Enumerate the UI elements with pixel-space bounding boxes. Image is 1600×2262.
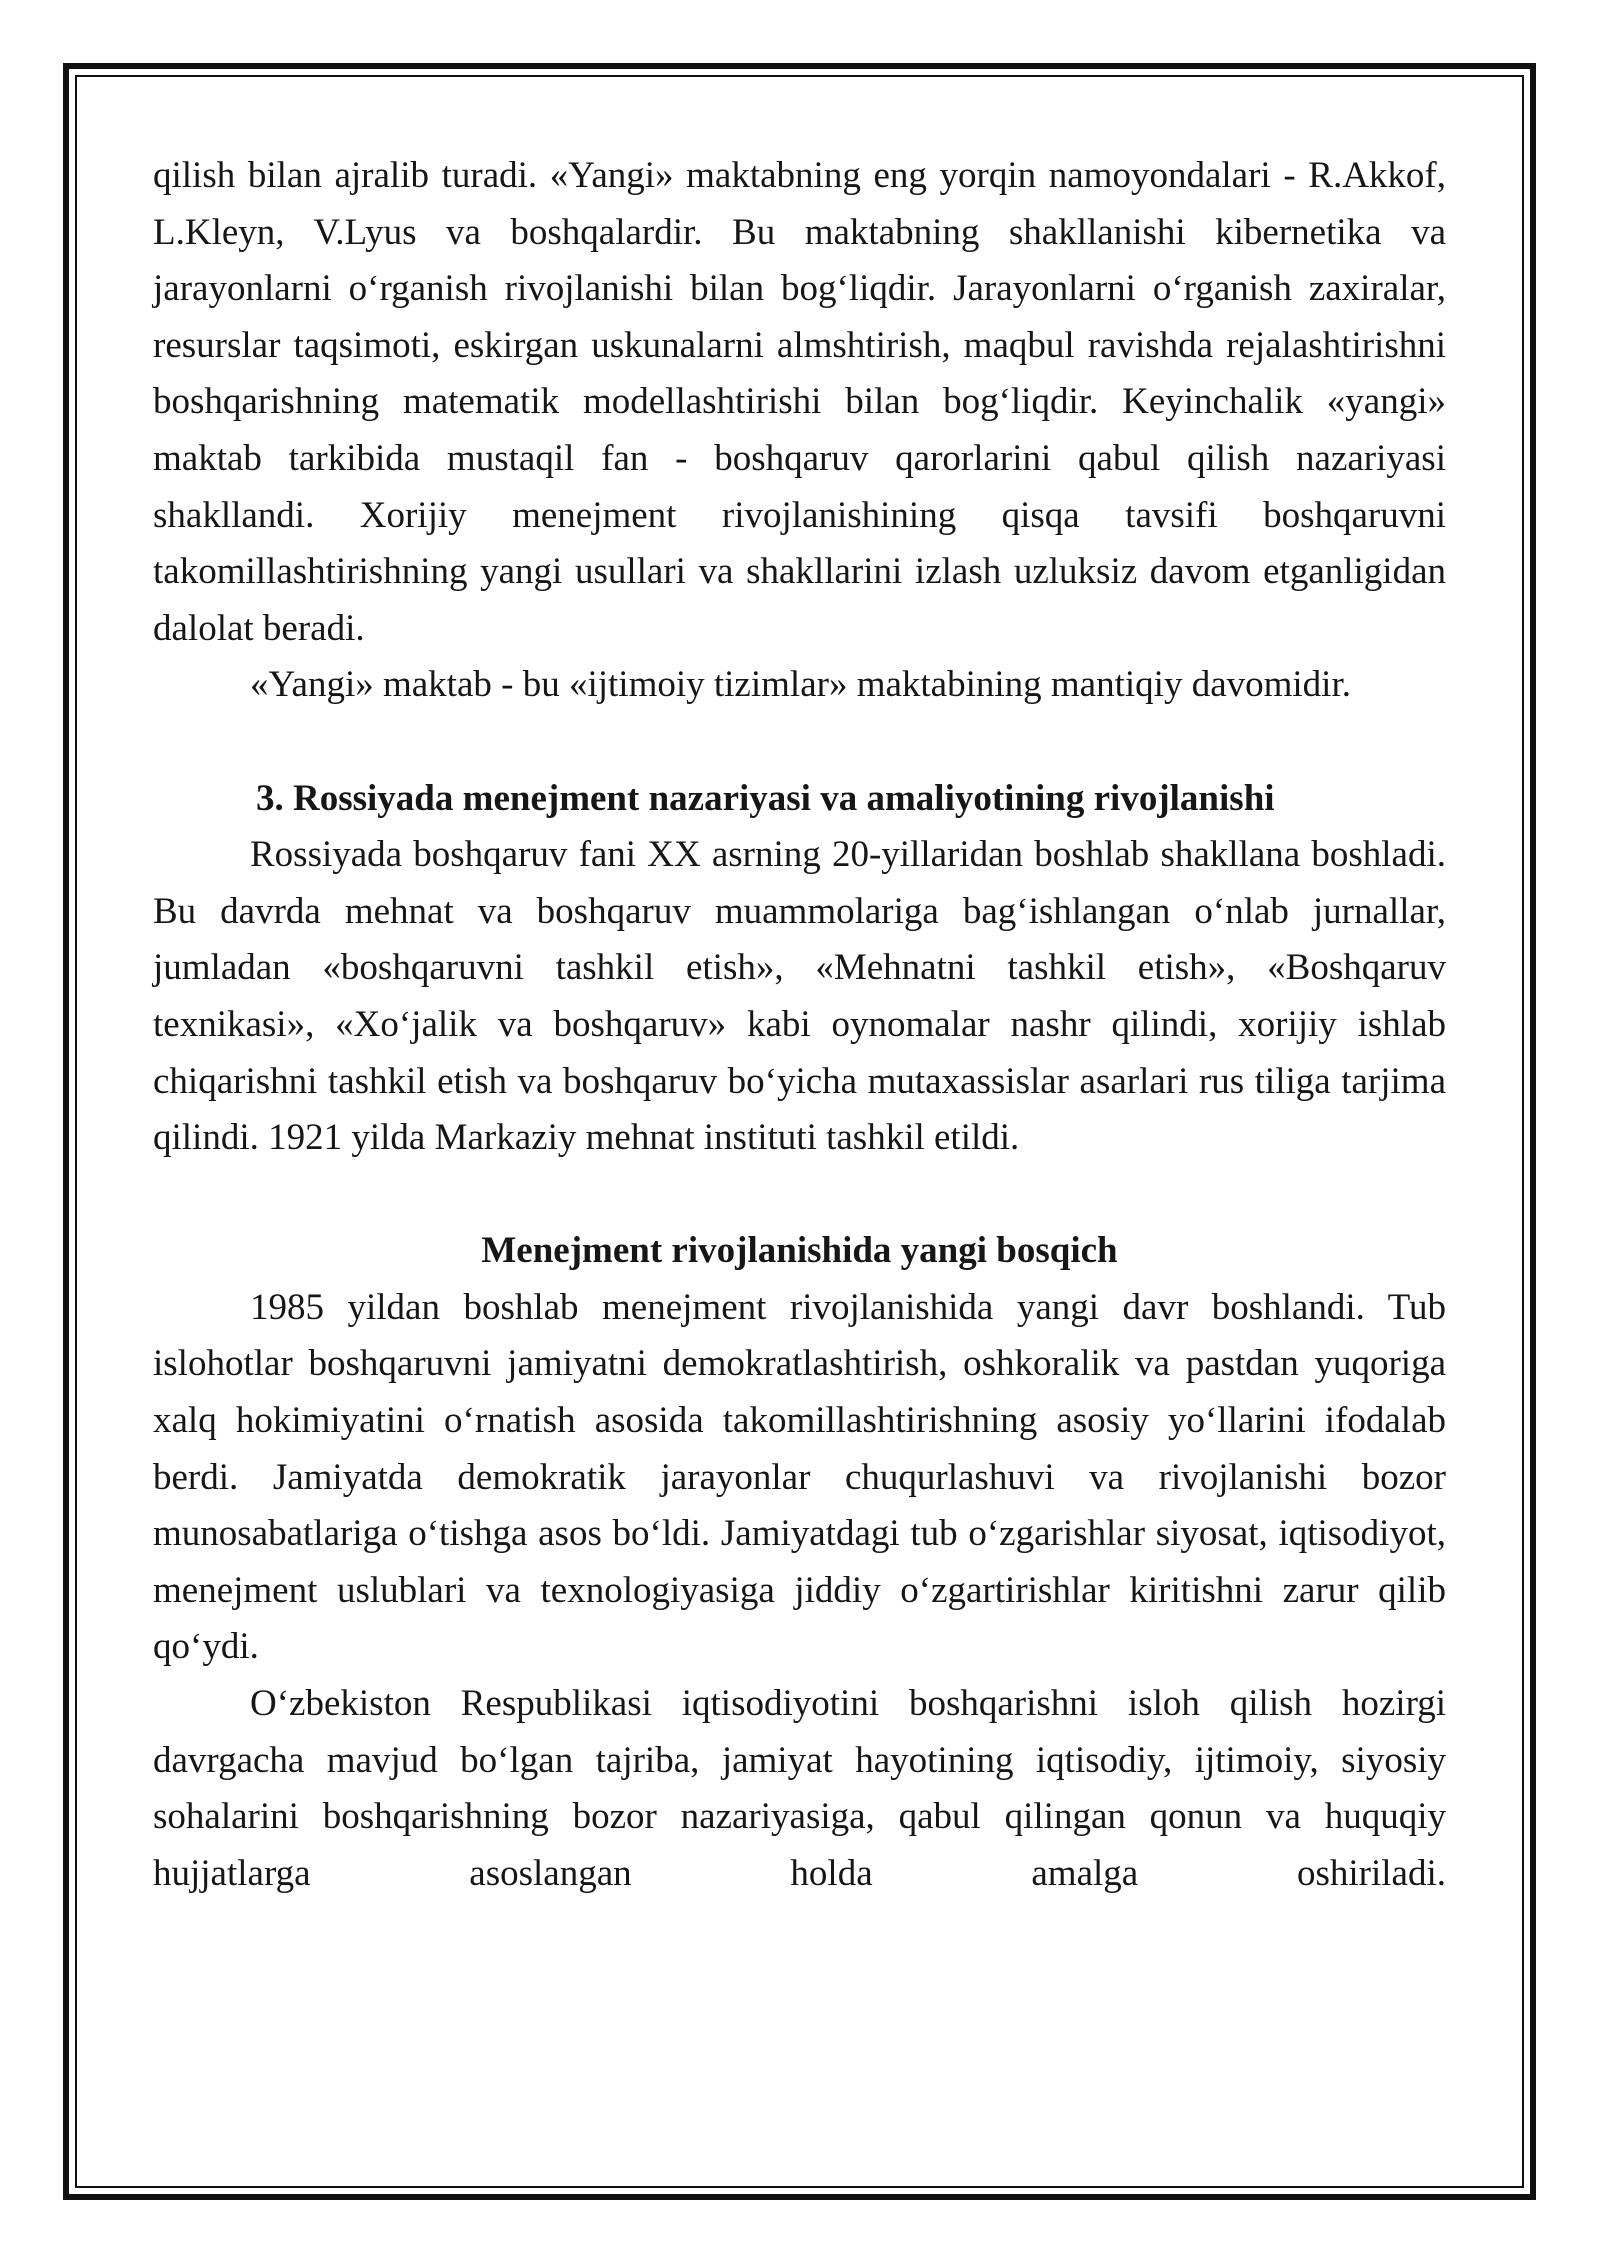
section-heading-rossiya: 3. Rossiyada menejment nazariyasi va amaliyotining rivojlanishi xyxy=(256,777,1275,819)
spacer xyxy=(153,714,1446,771)
paragraph-1985-davr: 1985 yildan boshlab menejment rivojlanishida yangi davr boshlandi. Tub islohotlar boshqaruvni jamiyatni demokratlashtirish, oshkoralik va pastdan yuqoriga xalq hokimiyatini o‘rnatish asosida takomillashtirishning asosiy yo‘llarini ifodalab berdi. Jamiyatda demokratik jarayonlar chuqurlashuvi va rivojlanishi bozor munosabatlariga o‘tishga asos bo‘ldi. Jamiyatdagi tub o‘zgarishlar siyosat, iqtisodiyot, menejment uslublari va texnologiyasiga jiddiy o‘zgartirishlar kiritishni zarur qilib qo‘ydi. xyxy=(153,1286,1446,1668)
page-text-body xyxy=(153,148,1446,1902)
spacer xyxy=(153,1167,1446,1224)
paragraph-yangi-maktab-intro: qilish bilan ajralib turadi. «Yangi» maktabning eng yorqin namoyondalari - R.Akkof, L.Kleyn, V.Lyus va boshqalardir. Bu maktabning shakllanishi kibernetika va jarayonlarni o‘rganish rivojlanishi bilan bog‘liqdir. Jarayonlarni o‘rganish zaxiralar, resurslar taqsimoti, eskirgan uskunalarni almshtirish, maqbul ravishda rejalashtirishni boshqarishning matematik modellashtirishi bilan bog‘liqdir. Keyinchalik «yangi» maktab tarkibida mustaqil fan - boshqaruv qarorlarini qabul qilish nazariyasi shakllandi. Xorijiy menejment rivojlanishining qisqa tavsifi boshqaruvni takomillashtirishning yangi usullari va shakllarini izlash uzluksiz davom etganligidan dalolat beradi. xyxy=(153,155,1446,649)
subsection-heading-yangi-bosqich: Menejment rivojlanishida yangi bosqich xyxy=(481,1230,1118,1272)
paragraph-rossiya-boshqaruv: Rossiyada boshqaruv fani XX asrning 20-yillaridan boshlab shakllana boshladi. Bu davrda mehnat va boshqaruv muammolariga bag‘ishlangan o‘nlab jurnallar, jumladan «boshqaruvni tashkil etish», «Mehnatni tashkil etish», «Boshqaruv texnikasi», «Xo‘jalik va boshqaruv» kabi oynomalar nashr qilindi, xorijiy ishlab chiqarishni tashkil etish va boshqaruv bo‘yicha mutaxassislar asarlari rus tiliga tarjima qilindi. 1921 yilda Markaziy mehnat instituti tashkil etildi. xyxy=(153,834,1446,1159)
paragraph-yangi-maktab-continuation: «Yangi» maktab - bu «ijtimoiy tizimlar» maktabining mantiqiy davomidir. xyxy=(250,664,1351,706)
paragraph-ozbekiston-islohot: O‘zbekiston Respublikasi iqtisodiyotini boshqarishni isloh qilish hozirgi davrgacha mavjud bo‘lgan tajriba, jamiyat hayotining iqtisodiy, ijtimoiy, siyosiy sohalarini boshqarishning bozor nazariyasiga, qabul qilingan qonun va huquqiy hujjatlarga asoslangan holda amalga oshiriladi. xyxy=(153,1683,1446,1894)
